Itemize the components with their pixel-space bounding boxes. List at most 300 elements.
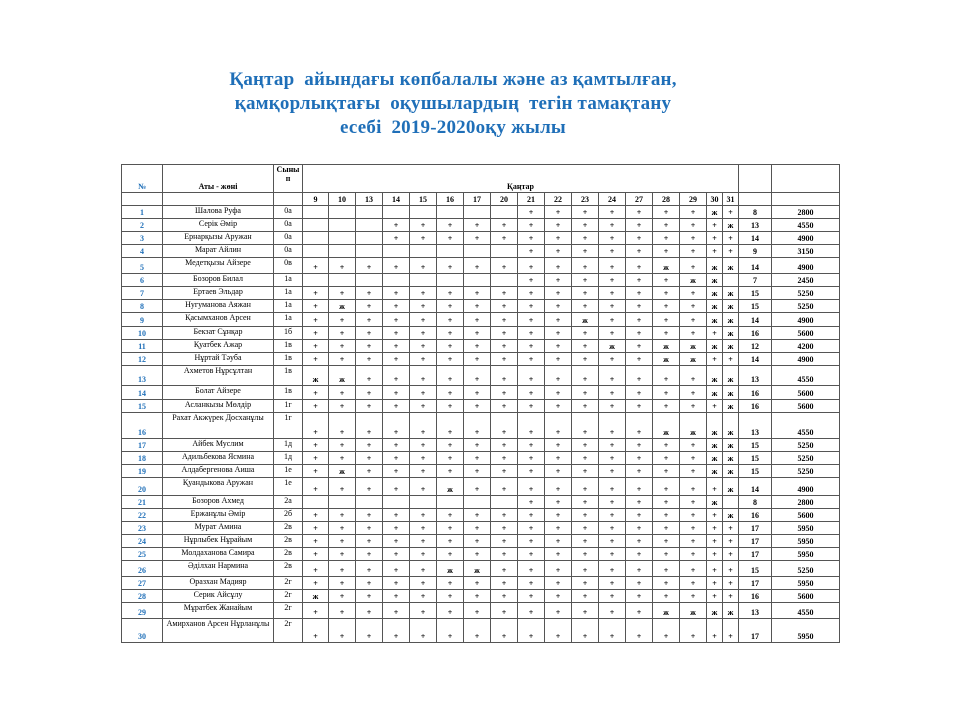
attendance-mark: +: [356, 509, 383, 522]
attendance-mark: ж: [653, 603, 680, 619]
student-name: Ертаев Эльдар: [163, 287, 274, 300]
student-name: Бозоров Билал: [163, 274, 274, 287]
attendance-mark: +: [599, 232, 626, 245]
attendance-mark: +: [518, 366, 545, 386]
days-total: 16: [739, 327, 772, 340]
attendance-mark: +: [464, 478, 491, 496]
attendance-mark: +: [707, 478, 723, 496]
attendance-mark: +: [383, 258, 410, 274]
attendance-mark: +: [356, 400, 383, 413]
attendance-mark: +: [518, 258, 545, 274]
attendance-mark: +: [303, 478, 329, 496]
student-name: Айбек Муслим: [163, 439, 274, 452]
days-blank-3: [274, 193, 303, 206]
sum-total: 5950: [772, 577, 840, 590]
student-class: 1в: [274, 340, 303, 353]
attendance-mark: +: [518, 327, 545, 340]
attendance-mark: +: [599, 219, 626, 232]
attendance-mark: +: [572, 509, 599, 522]
attendance-mark: +: [410, 603, 437, 619]
attendance-mark: [303, 274, 329, 287]
attendance-mark: +: [383, 340, 410, 353]
attendance-mark: ж: [723, 366, 739, 386]
attendance-mark: ж: [723, 439, 739, 452]
attendance-mark: +: [572, 452, 599, 465]
days-total: 7: [739, 274, 772, 287]
row-number: 22: [122, 509, 163, 522]
attendance-mark: +: [518, 274, 545, 287]
attendance-mark: +: [329, 603, 356, 619]
attendance-mark: +: [572, 300, 599, 313]
attendance-mark: +: [356, 603, 383, 619]
attendance-mark: +: [464, 590, 491, 603]
attendance-mark: +: [383, 439, 410, 452]
attendance-mark: ж: [707, 439, 723, 452]
attendance-mark: +: [545, 439, 572, 452]
attendance-mark: [329, 219, 356, 232]
sum-total: 5950: [772, 619, 840, 643]
attendance-mark: +: [329, 478, 356, 496]
table-row: [122, 577, 840, 590]
attendance-mark: +: [626, 465, 653, 478]
attendance-mark: +: [653, 439, 680, 452]
attendance-mark: ж: [723, 219, 739, 232]
attendance-mark: +: [653, 577, 680, 590]
attendance-mark: +: [383, 219, 410, 232]
row-number: 17: [122, 439, 163, 452]
attendance-mark: +: [491, 219, 518, 232]
attendance-mark: +: [707, 327, 723, 340]
attendance-mark: +: [329, 452, 356, 465]
attendance-mark: +: [518, 245, 545, 258]
row-number: 12: [122, 353, 163, 366]
table-row: [122, 548, 840, 561]
attendance-mark: ж: [723, 603, 739, 619]
attendance-mark: +: [626, 590, 653, 603]
attendance-mark: +: [723, 577, 739, 590]
table-row: [122, 452, 840, 465]
attendance-mark: +: [491, 452, 518, 465]
attendance-mark: +: [545, 386, 572, 400]
attendance-mark: +: [410, 287, 437, 300]
attendance-mark: +: [572, 603, 599, 619]
attendance-mark: +: [680, 590, 707, 603]
title-line-2: қамқорлықтағы оқушылардың тегін тамақтану: [234, 93, 672, 114]
day-header: 21: [518, 193, 545, 206]
day-header: 31: [723, 193, 739, 206]
student-name: Серик Айсұлу: [163, 590, 274, 603]
attendance-mark: ж: [707, 258, 723, 274]
student-name: Қуандыкова Аружан: [163, 478, 274, 496]
attendance-mark: ж: [653, 340, 680, 353]
attendance-mark: +: [303, 353, 329, 366]
attendance-mark: +: [437, 327, 464, 340]
attendance-mark: +: [707, 509, 723, 522]
attendance-mark: +: [464, 603, 491, 619]
attendance-mark: [329, 245, 356, 258]
attendance-mark: +: [572, 478, 599, 496]
days-total: 14: [739, 232, 772, 245]
attendance-mark: +: [410, 386, 437, 400]
days-total: 16: [739, 386, 772, 400]
attendance-mark: +: [545, 366, 572, 386]
sum-total: 5250: [772, 561, 840, 577]
attendance-mark: +: [680, 509, 707, 522]
attendance-mark: +: [653, 219, 680, 232]
sum-total: 5600: [772, 590, 840, 603]
attendance-mark: +: [491, 258, 518, 274]
attendance-mark: +: [680, 478, 707, 496]
attendance-mark: +: [410, 478, 437, 496]
attendance-mark: +: [437, 386, 464, 400]
attendance-mark: ж: [723, 400, 739, 413]
attendance-mark: +: [356, 577, 383, 590]
attendance-mark: +: [545, 219, 572, 232]
attendance-mark: +: [356, 465, 383, 478]
attendance-mark: ж: [707, 603, 723, 619]
attendance-mark: +: [491, 400, 518, 413]
attendance-mark: ж: [303, 366, 329, 386]
attendance-mark: +: [491, 232, 518, 245]
attendance-mark: +: [518, 313, 545, 327]
attendance-mark: +: [518, 439, 545, 452]
attendance-mark: +: [599, 300, 626, 313]
attendance-mark: +: [545, 590, 572, 603]
attendance-mark: [303, 219, 329, 232]
attendance-mark: ж: [723, 509, 739, 522]
attendance-mark: +: [572, 439, 599, 452]
attendance-mark: +: [356, 413, 383, 439]
attendance-mark: +: [653, 590, 680, 603]
attendance-mark: +: [410, 413, 437, 439]
table-row: [122, 465, 840, 478]
attendance-mark: +: [599, 509, 626, 522]
student-class: 2б: [274, 509, 303, 522]
attendance-mark: [303, 496, 329, 509]
sum-total: 5250: [772, 465, 840, 478]
days-total: 15: [739, 452, 772, 465]
attendance-mark: +: [707, 245, 723, 258]
attendance-mark: +: [383, 353, 410, 366]
attendance-mark: +: [410, 509, 437, 522]
attendance-mark: +: [545, 353, 572, 366]
attendance-mark: +: [356, 300, 383, 313]
attendance-mark: +: [437, 619, 464, 643]
attendance-mark: +: [410, 219, 437, 232]
attendance-mark: +: [437, 465, 464, 478]
attendance-mark: +: [437, 366, 464, 386]
attendance-mark: +: [437, 452, 464, 465]
days-total: 14: [739, 353, 772, 366]
days-total: 13: [739, 413, 772, 439]
attendance-mark: +: [518, 340, 545, 353]
student-name: Болат Айзере: [163, 386, 274, 400]
attendance-mark: +: [599, 386, 626, 400]
table-row: [122, 245, 840, 258]
attendance-mark: +: [491, 465, 518, 478]
attendance-mark: +: [599, 245, 626, 258]
attendance-mark: +: [545, 522, 572, 535]
title-line-1: Қаңтар айындағы көпбалалы және аз қамтылған,: [229, 69, 677, 90]
table-row: [122, 439, 840, 452]
attendance-mark: +: [723, 561, 739, 577]
student-class: 0а: [274, 206, 303, 219]
attendance-mark: +: [626, 386, 653, 400]
attendance-mark: ж: [653, 353, 680, 366]
attendance-mark: ж: [723, 340, 739, 353]
attendance-mark: +: [626, 496, 653, 509]
table-row: [122, 386, 840, 400]
table-row: [122, 478, 840, 496]
attendance-mark: +: [437, 258, 464, 274]
days-total: 17: [739, 522, 772, 535]
student-name: Мурат Амина: [163, 522, 274, 535]
attendance-mark: +: [356, 366, 383, 386]
sum-total: 5600: [772, 386, 840, 400]
table-row: [122, 353, 840, 366]
attendance-mark: +: [545, 287, 572, 300]
attendance-mark: +: [491, 590, 518, 603]
attendance-mark: +: [464, 465, 491, 478]
attendance-mark: ж: [680, 340, 707, 353]
attendance-mark: +: [491, 561, 518, 577]
attendance-mark: +: [518, 232, 545, 245]
attendance-mark: +: [464, 413, 491, 439]
attendance-mark: +: [723, 245, 739, 258]
row-number: 30: [122, 619, 163, 643]
student-class: 2в: [274, 535, 303, 548]
attendance-mark: +: [545, 413, 572, 439]
attendance-mark: +: [545, 496, 572, 509]
attendance-mark: [437, 245, 464, 258]
attendance-mark: +: [680, 496, 707, 509]
attendance-mark: +: [491, 300, 518, 313]
attendance-mark: ж: [707, 313, 723, 327]
attendance-mark: +: [599, 561, 626, 577]
attendance-mark: +: [572, 590, 599, 603]
attendance-mark: +: [599, 439, 626, 452]
student-name: Марат Айлин: [163, 245, 274, 258]
row-number: 25: [122, 548, 163, 561]
student-class: 1б: [274, 327, 303, 340]
attendance-mark: [329, 274, 356, 287]
attendance-mark: +: [356, 535, 383, 548]
attendance-mark: +: [653, 496, 680, 509]
attendance-mark: +: [626, 452, 653, 465]
attendance-mark: +: [437, 219, 464, 232]
day-header: 28: [653, 193, 680, 206]
attendance-mark: +: [410, 452, 437, 465]
attendance-mark: +: [518, 509, 545, 522]
attendance-mark: ж: [707, 287, 723, 300]
attendance-mark: +: [572, 496, 599, 509]
sum-total: 5950: [772, 522, 840, 535]
attendance-mark: +: [464, 300, 491, 313]
table-row: [122, 400, 840, 413]
attendance-mark: +: [303, 577, 329, 590]
table-row: [122, 327, 840, 340]
attendance-mark: +: [303, 400, 329, 413]
attendance-mark: +: [329, 577, 356, 590]
attendance-mark: +: [329, 340, 356, 353]
row-number: 24: [122, 535, 163, 548]
day-header: 27: [626, 193, 653, 206]
attendance-mark: +: [680, 561, 707, 577]
student-class: 0а: [274, 232, 303, 245]
attendance-mark: +: [626, 300, 653, 313]
attendance-mark: +: [518, 561, 545, 577]
student-name: Ахметов Нұрсұлтан: [163, 366, 274, 386]
student-name: Медетқызы Айзере: [163, 258, 274, 274]
attendance-mark: [464, 274, 491, 287]
attendance-mark: +: [572, 232, 599, 245]
attendance-mark: +: [383, 413, 410, 439]
attendance-mark: +: [303, 313, 329, 327]
sum-total: 5250: [772, 287, 840, 300]
student-name: Қасымханов Арсен: [163, 313, 274, 327]
student-name: Молдаханова Самира: [163, 548, 274, 561]
day-header: 20: [491, 193, 518, 206]
attendance-mark: +: [545, 400, 572, 413]
attendance-mark: [723, 496, 739, 509]
attendance-mark: +: [723, 232, 739, 245]
sum-total: 4900: [772, 353, 840, 366]
attendance-mark: ж: [680, 274, 707, 287]
row-number: 19: [122, 465, 163, 478]
attendance-mark: [383, 274, 410, 287]
attendance-mark: +: [653, 366, 680, 386]
attendance-mark: +: [653, 478, 680, 496]
attendance-mark: +: [329, 327, 356, 340]
days-total: 16: [739, 590, 772, 603]
day-header: 16: [437, 193, 464, 206]
attendance-mark: +: [410, 340, 437, 353]
attendance-mark: +: [626, 413, 653, 439]
title-line-3: есебі 2019-2020оқу жылы: [340, 117, 566, 138]
attendance-mark: ж: [572, 313, 599, 327]
attendance-mark: +: [572, 619, 599, 643]
sum-total: 2450: [772, 274, 840, 287]
attendance-mark: +: [329, 439, 356, 452]
day-header: 9: [303, 193, 329, 206]
attendance-mark: +: [303, 452, 329, 465]
attendance-mark: +: [329, 258, 356, 274]
attendance-mark: +: [680, 206, 707, 219]
student-class: 1в: [274, 353, 303, 366]
student-name: Қуатбек Ажар: [163, 340, 274, 353]
attendance-mark: +: [383, 509, 410, 522]
attendance-mark: +: [680, 300, 707, 313]
attendance-mark: +: [356, 478, 383, 496]
attendance-mark: +: [653, 245, 680, 258]
attendance-mark: +: [545, 535, 572, 548]
attendance-mark: +: [410, 232, 437, 245]
attendance-mark: +: [653, 327, 680, 340]
student-name: Нұрлыбек Нұрайым: [163, 535, 274, 548]
student-class: 2г: [274, 619, 303, 643]
attendance-mark: +: [518, 496, 545, 509]
row-number: 7: [122, 287, 163, 300]
attendance-mark: +: [491, 509, 518, 522]
attendance-mark: ж: [329, 300, 356, 313]
attendance-mark: +: [680, 313, 707, 327]
attendance-mark: +: [572, 206, 599, 219]
days-row: [122, 193, 840, 206]
row-number: 1: [122, 206, 163, 219]
days-total: 14: [739, 258, 772, 274]
attendance-mark: +: [383, 465, 410, 478]
attendance-mark: +: [464, 258, 491, 274]
attendance-mark: +: [518, 522, 545, 535]
student-name: Әділхан Нармина: [163, 561, 274, 577]
row-number: 27: [122, 577, 163, 590]
attendance-mark: +: [303, 548, 329, 561]
attendance-mark: +: [303, 386, 329, 400]
attendance-mark: +: [599, 452, 626, 465]
attendance-mark: [437, 496, 464, 509]
row-number: 18: [122, 452, 163, 465]
attendance-mark: [491, 206, 518, 219]
attendance-mark: ж: [723, 327, 739, 340]
student-class: 2г: [274, 603, 303, 619]
attendance-mark: ж: [680, 353, 707, 366]
days-total: 12: [739, 340, 772, 353]
attendance-mark: +: [437, 400, 464, 413]
attendance-mark: +: [572, 548, 599, 561]
attendance-mark: +: [356, 452, 383, 465]
attendance-mark: +: [437, 522, 464, 535]
attendance-mark: +: [545, 478, 572, 496]
table-row: [122, 258, 840, 274]
attendance-mark: +: [626, 619, 653, 643]
attendance-mark: +: [518, 603, 545, 619]
attendance-mark: +: [653, 232, 680, 245]
attendance-mark: [723, 274, 739, 287]
attendance-mark: +: [410, 327, 437, 340]
student-class: 0а: [274, 219, 303, 232]
table-row: [122, 206, 840, 219]
attendance-mark: +: [437, 603, 464, 619]
attendance-mark: +: [572, 340, 599, 353]
attendance-mark: +: [303, 300, 329, 313]
attendance-mark: +: [437, 548, 464, 561]
attendance-mark: +: [491, 340, 518, 353]
attendance-mark: +: [464, 386, 491, 400]
attendance-mark: +: [464, 313, 491, 327]
sum-total: 4550: [772, 219, 840, 232]
days-total: 14: [739, 313, 772, 327]
sum-total: 5600: [772, 327, 840, 340]
attendance-mark: +: [518, 452, 545, 465]
attendance-mark: +: [572, 465, 599, 478]
student-name: Шалова Руфа: [163, 206, 274, 219]
days-total: 15: [739, 439, 772, 452]
attendance-mark: +: [356, 548, 383, 561]
attendance-mark: +: [626, 439, 653, 452]
attendance-mark: +: [545, 340, 572, 353]
attendance-mark: +: [626, 232, 653, 245]
attendance-mark: [491, 245, 518, 258]
student-class: 0в: [274, 258, 303, 274]
attendance-mark: +: [518, 400, 545, 413]
attendance-mark: +: [626, 245, 653, 258]
attendance-mark: ж: [599, 340, 626, 353]
header-month: Қаңтар: [303, 165, 739, 193]
attendance-mark: [437, 206, 464, 219]
attendance-mark: +: [329, 509, 356, 522]
student-class: 1г: [274, 413, 303, 439]
row-number: 6: [122, 274, 163, 287]
